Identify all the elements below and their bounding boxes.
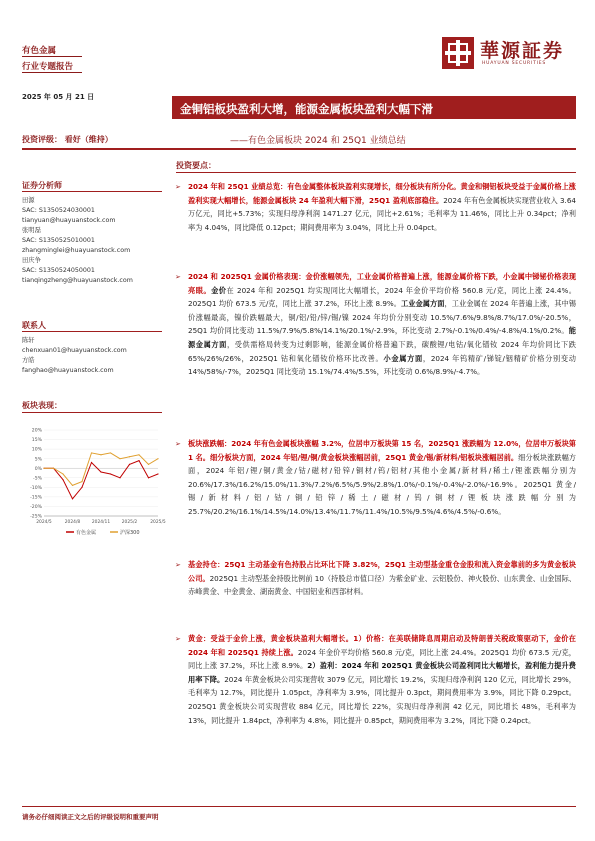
body-text: 在 2024 年和 2025Q1 均实现同比大幅增长，2024 年金价平均价格 560.8 元/克，同比上涨 24.4%。2025Q1 均价 673.5 元/克，同比上涨 37.2%，环比上涨 8.9%。 (188, 285, 576, 309)
investment-rating: 投资评级： 看好（维持） (22, 135, 113, 144)
data-point (129, 456, 130, 457)
data-point (110, 452, 111, 453)
logo-name: 華源証券 (480, 40, 565, 62)
chart-heading: 板块表现： (22, 401, 62, 410)
legend-label: 有色金属 (76, 529, 97, 536)
analyst-email[interactable]: tianqingzheng@huayuanstock.com (22, 277, 133, 284)
analyst-line: SAC: S1350525010001 (22, 237, 95, 244)
data-point (72, 498, 73, 499)
key-point-paragraph (188, 180, 576, 234)
bold-text: 2）盈利：2024 年和 2025Q1 黄金板块公司盈利同比大幅增长，盈利能力提升费用率下降。 (188, 661, 576, 684)
data-point (53, 468, 54, 469)
data-point (138, 460, 139, 461)
data-point (138, 454, 139, 455)
report-type-label: 行业专题报告 (22, 62, 74, 72)
analyst-line: SAC: S1350524030001 (22, 207, 95, 214)
highlight-text: 2024 年和 25Q1 业绩总览：有色金属整体板块盈利实现增长，细分板块有所分化。黄金和铜铝板块受益于金属价格上涨盈利实现大幅增长，能源金属板块 24 年盈利大幅下滑，25Q1 盈利底部稳住。 (188, 182, 576, 205)
data-point (157, 458, 158, 459)
x-tick-label: 2024/8 (64, 520, 81, 525)
bold-text: 工业金属方面 (401, 299, 445, 309)
data-point (119, 458, 120, 459)
body-text: 2025Q1 主动型基金持股比例前 10（持股总市值口径）为紫金矿业、云铝股份、神火股份、山东黄金、山金国际、赤峰黄金、中金黄金、湖南黄金、中国铝业和西部材料。 (188, 573, 576, 597)
contacts-divider (22, 331, 162, 332)
highlight-text: 基金持仓：25Q1 主动基金有色持股占比环比下降 3.82%，25Q1 主动型基金重仓金股和流入资金靠前的多为黄金板块公司。 (188, 560, 576, 583)
analyst-line: 田庆争 (22, 257, 41, 264)
y-tick-label: -10% (30, 485, 42, 491)
bold-text: 小金属方面 (383, 353, 423, 363)
data-point (91, 462, 92, 463)
analysts-divider (22, 191, 162, 192)
sector-label: 有色金属 (22, 46, 57, 56)
report-subtitle: ——有色金属板块 2024 和 25Q1 业绩总结 (230, 136, 406, 146)
y-tick-label: 15% (31, 438, 42, 444)
data-point (81, 481, 82, 482)
key-point-paragraph (188, 270, 576, 379)
disclaimer-footer: 请务必仔细阅读正文之后的评级说明和重要声明 (22, 813, 159, 821)
title-divider (22, 148, 576, 150)
analyst-line: 田源 (22, 197, 35, 204)
data-point (100, 454, 101, 455)
bullet-arrow-icon: ➢ (175, 635, 181, 643)
key-points-heading: 投资要点： (176, 161, 216, 170)
x-tick-label: 2024/11 (91, 520, 111, 525)
analyst-line: SAC: S1350524050001 (22, 267, 95, 274)
y-tick-label: 20% (31, 428, 42, 434)
data-point (62, 479, 63, 480)
data-point (148, 477, 149, 478)
highlight-text: 板块涨跌幅：2024 年有色金属板块涨幅 3.2%，位居申万板块第 15 名，2025Q1 涨跌幅为 12.0%，位居申万板块第 1 名。细分板块方面，2024 年铝/锂/铜/黄金板块涨幅居前，25Q1 黄金/锡/新材料/铝板块涨幅居前。 (188, 439, 576, 462)
data-point (110, 473, 111, 474)
bullet-arrow-icon: ➢ (175, 183, 181, 191)
key-point-paragraph (188, 437, 576, 519)
body-text: ，工业金属在 2024 年普遍上涨，其中锡价涨幅最高，镍价跌幅最大，铜/铝/铅/锌/锡/镍 2024 年均价分别变动 10.5%/7.6%/9.8%/8.7%/17.0%/-20.5%，25Q1 均价同比变动 11.5%/7.9%/5.8%/14.1%/20.1%/-2.9%，环比变动 2.7%/-0.1%/0.4%/-4.8%/4.1%/0.2%。 (188, 299, 576, 336)
body-text: 2024 年有色金属板块实现营业收入 3.64 万亿元，同比+5.73%；实现归母净利润 1471.27 亿元，同比+2.61%；毛利率为 11.46%，同比上升 0.34pct；净利率为 4.04%，同比降低 0.12pct；期间费用率为 3.04%，同比上升 0.04pct。 (188, 195, 576, 232)
contact-email[interactable]: fanghao@huayuanstock.com (22, 367, 114, 374)
logo-emblem-icon (442, 37, 474, 69)
bold-text: 能源金属方面 (188, 326, 576, 349)
body-text: 2024 年金价平均价格 560.8 元/克，同比上涨 24.4%。2025Q1 均价 673.5 元/克，同比上涨 37.2%，环比上涨 8.9%。 (188, 647, 576, 671)
contact-line: 陈轩 (22, 337, 35, 344)
body-text: 2024 年黄金板块公司实现营收 3079 亿元，同比增长 19.2%，实现归母净利润 120 亿元，同比增长 29%，毛利率为 12.7%，同比提升 1.05pct，净利率为 3.9%，同比提升 0.3pct，期间费用率为 3.9%，同比下降 0.29pct。2025Q1 黄金板块公司实现营收 884 亿元，同比增长 22%，实现归母净利润 42 亿元，同比增长 48%，毛利率为 13%，同比提升 1.84pct，净利率为 4.8%，同比提升 0.85pct，期间费用率为 3.2%，同比下降 0.24pct。 (188, 674, 576, 725)
body-text: ，受供需格局转变为过剩影响，能源金属价格普遍下跌，碳酸锂/电钴/氧化镨钕 2024 年均价同比下跌 65%/26%/26%，2025Q1 钴和氧化镨钕价格环比改善。 (188, 339, 576, 363)
data-point (100, 471, 101, 472)
highlight-text: 2024 和 2025Q1 金属价格表现：金价涨幅领先，工业金属价格普遍上涨，能源金属价格下跌，小金属中锑铋价格表现亮眼。 (188, 272, 576, 295)
report-title: 金铜铝板块盈利大增，能源金属板块盈利大幅下滑 (172, 96, 576, 119)
body-text: 细分板块涨跌幅方面，2024 年铝/锂/铜/黄金/钴/磁材/铅锌/铜材/钨/铝材/其他小金属/新材料/稀土/锂涨跌幅分别为 20.6%/17.3%/16.2%/15.0%/11.3%/7.2%/6.5%/5.9%/2.8%/1.0%/-0.1%/-0.4%/-2.0%/-16.9%。2025Q1 黄金/锡/新材料/铝/钴/铜/铅锌/稀土/磁材/钨/铜材/锂板块涨跌幅分别为 25.7%/20.2%/16.1%/14.5%/14.0%/13.4%/11.7%/11.4%/10.5%/9.5%/4.6%/4.5%/-0.6%。 (188, 452, 576, 516)
contact-email[interactable]: chenxuan01@huayuanstock.com (22, 347, 127, 354)
bullet-arrow-icon: ➢ (175, 561, 181, 569)
y-tick-label: -15% (30, 495, 42, 501)
chart-divider (22, 412, 162, 413)
header-divider (22, 72, 82, 73)
series-line-0 (44, 461, 158, 499)
analyst-line: 张明磊 (22, 227, 41, 234)
data-point (129, 464, 130, 465)
company-logo (442, 36, 577, 72)
y-tick-label: -25% (30, 514, 42, 520)
contact-line: 方皓 (22, 357, 35, 364)
data-point (119, 477, 120, 478)
y-tick-label: -20% (30, 505, 42, 511)
logo-subtitle: HUAYUAN SECURITIES (482, 61, 547, 66)
data-point (81, 487, 82, 488)
bullet-arrow-icon: ➢ (175, 273, 181, 281)
contacts-heading: 联系人 (22, 321, 46, 330)
data-point (148, 464, 149, 465)
series-line-1 (44, 453, 158, 486)
data-point (72, 485, 73, 486)
y-tick-label: -5% (33, 476, 42, 482)
analysts-heading: 证券分析师 (22, 181, 62, 190)
sector-performance-chart (22, 424, 166, 540)
data-point (157, 473, 158, 474)
data-point (62, 473, 63, 474)
key-point-paragraph (188, 558, 576, 599)
analyst-email[interactable]: tianyuan@huayuanstock.com (22, 217, 116, 224)
key-points-divider (176, 172, 576, 173)
highlight-text: 黄金：受益于金价上涨，黄金板块盈利大幅增长。1）价格：在美联储降息周期启动及特朗普关税政策驱动下，金价在 2024 年和 2025Q1 持续上涨。 (188, 634, 576, 657)
legend-label: 沪深300 (120, 529, 140, 536)
y-tick-label: 5% (34, 457, 42, 463)
report-date: 2025 年 05 月 21 日 (22, 93, 95, 101)
x-tick-label: 2025/2 (121, 520, 138, 525)
x-tick-label: 2024/5 (36, 520, 52, 525)
key-point-paragraph (188, 632, 576, 727)
header-divider (22, 56, 82, 57)
body-text: ，2024 年钨精矿/锑锭/铟精矿价格分别变动 14%/58%/-7%，2025Q1 同比变动 15.1%/74.4%/5.5%，环比变动 0.6%/8.9%/-4.7%。 (188, 353, 576, 377)
y-tick-label: 10% (31, 447, 42, 453)
x-tick-label: 2025/5 (150, 520, 166, 525)
bold-text: 金价 (211, 285, 227, 295)
analyst-email[interactable]: zhangminglei@huayuanstock.com (22, 247, 131, 254)
footer-divider (22, 806, 576, 807)
y-tick-label: 0% (34, 466, 42, 472)
data-point (43, 468, 44, 469)
data-point (91, 452, 92, 453)
bullet-arrow-icon: ➢ (175, 440, 181, 448)
